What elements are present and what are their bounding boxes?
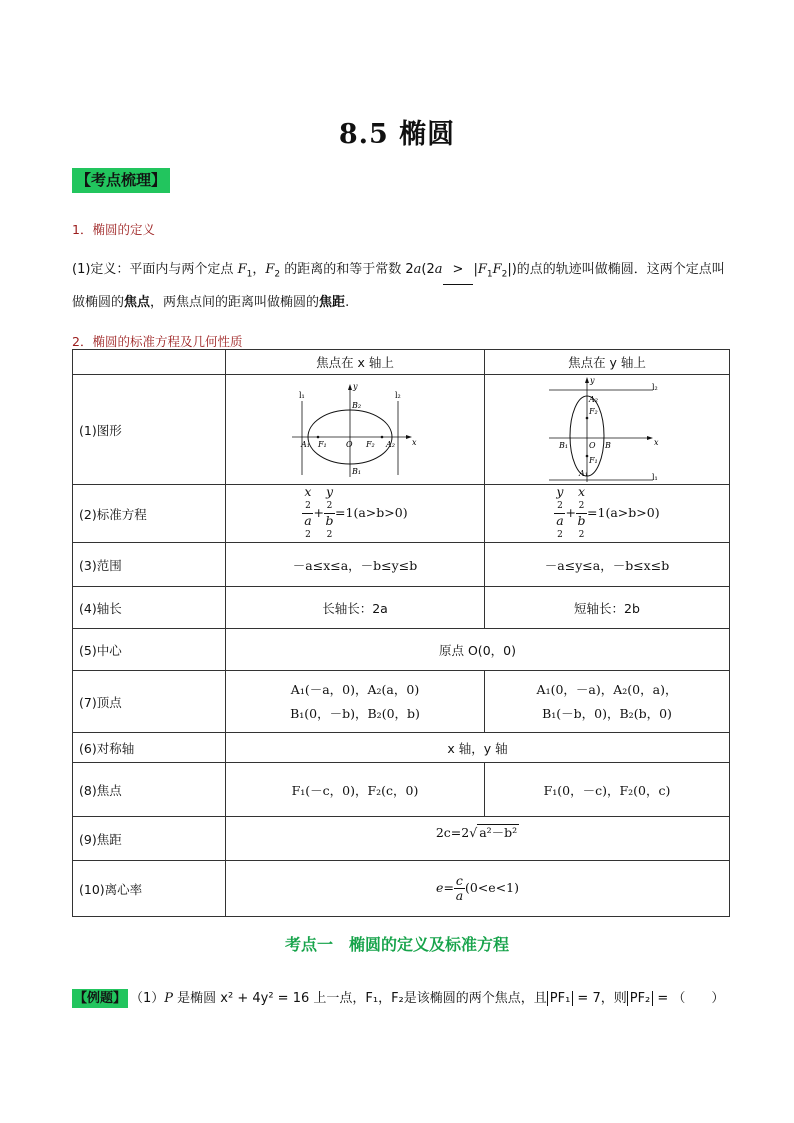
- label-A2: A₂: [589, 394, 598, 404]
- axis-x: 长轴长：2a: [226, 587, 485, 629]
- label-F2: F₂: [589, 406, 598, 416]
- symmetry-value: x 轴，y 轴: [226, 733, 730, 763]
- row-label-graph: (1)图形: [73, 375, 226, 485]
- label-A1: A₁: [301, 439, 310, 449]
- row-label-axis: (4)轴长: [73, 587, 226, 629]
- label-B1: B₁: [352, 466, 362, 476]
- row-label-symmetry: (6)对称轴: [73, 733, 226, 763]
- section-2-heading: 2．椭圆的标准方程及几何性质: [72, 334, 243, 349]
- col-y-axis-header: 焦点在 y 轴上: [485, 350, 730, 375]
- example-question: 【例题】 （1）P 是椭圆 x² + 4y² = 16 上一点，F₁，F₂是该椭圆的两个焦点，且 PF₁ = 7，则 PF₂ = （ ）: [74, 991, 725, 1006]
- label-l1: l₁: [299, 390, 305, 400]
- label-A1: A₁: [579, 468, 588, 478]
- focal-distance-value: 2c=2√ a²－b²: [226, 817, 730, 861]
- row-label-eccentricity: (10)离心率: [73, 861, 226, 917]
- vertex-y: A₁(0，－a)，A₂(0，a)， B₁(－b，0)，B₂(b，0): [485, 671, 730, 733]
- row-label-vertex: (7)顶点: [73, 671, 226, 733]
- section-1-heading: 1．椭圆的定义: [72, 222, 155, 237]
- topic-heading: 考点一 椭圆的定义及标准方程: [284, 935, 509, 954]
- label-l1: l₁: [652, 472, 658, 482]
- row-label-focus: (8)焦点: [73, 763, 226, 817]
- equation-y: y 2 a 2 + x 2 b 2 =1(a>b>0): [485, 485, 730, 543]
- row-label-center: (5)中心: [73, 629, 226, 671]
- eccentricity-value: e= $\frac{c}{a}$ (0<e<1): [226, 861, 730, 917]
- row-label-equation: (2)标准方程: [73, 485, 226, 543]
- col-x-axis-header: 焦点在 x 轴上: [226, 350, 485, 375]
- row-label-range: (3)范围: [73, 543, 226, 587]
- focus-y: F₁(0，－c)，F₂(0，c): [485, 763, 730, 817]
- ellipse-y-diagram: [547, 376, 667, 484]
- label-B: B: [605, 440, 611, 450]
- definition-paragraph: (1)定义：平面内与两个定点 $F_1$，$F_2$ 的距离的和等于常数 $2a(2a > |F_1F_2|)$的点的轨迹叫做椭圆．这两个定点叫做椭圆的焦点，两焦点间的距离叫做椭圆的焦距.: [72, 256, 732, 317]
- label-O: O: [346, 439, 353, 449]
- table-corner: [73, 350, 226, 375]
- page-title: 8.5 椭圆: [338, 119, 456, 150]
- vertex-x: A₁(－a，0)，A₂(a，0) B₁(0，－b)，B₂(0，b): [226, 671, 485, 733]
- ellipse-x-diagram: [290, 381, 420, 479]
- keyword-focal-distance: 焦距: [319, 294, 346, 310]
- label-B1: B₁: [559, 440, 569, 450]
- label-F1: F₁: [589, 455, 598, 465]
- example-tag: 【例题】: [74, 991, 127, 1006]
- section-tag: 【考点梳理】: [72, 168, 170, 193]
- graph-y-cell: [485, 375, 730, 485]
- label-l2: l₂: [652, 382, 658, 392]
- axis-y: 短轴长：2b: [485, 587, 730, 629]
- label-A2: A₂: [386, 439, 395, 449]
- label-x: x: [654, 437, 659, 447]
- keyword-focus: 焦点: [124, 294, 151, 310]
- label-x: x: [412, 437, 417, 447]
- equation-x: x 2 a 2 + y 2 b 2 =1(a>b>0): [226, 485, 485, 543]
- ellipse-properties-table: [72, 349, 730, 917]
- graph-x-cell: [226, 375, 485, 485]
- label-F1: F₁: [318, 439, 327, 449]
- label-l2: l₂: [395, 390, 401, 400]
- answer-blank: >: [443, 256, 474, 285]
- row-label-focal-distance: (9)焦距: [73, 817, 226, 861]
- label-y: y: [353, 381, 358, 391]
- label-F2: F₂: [366, 439, 375, 449]
- label-y: y: [590, 375, 595, 385]
- label-B2: B₂: [352, 400, 362, 410]
- center-value: 原点 O(0，0): [226, 629, 730, 671]
- label-O: O: [589, 440, 596, 450]
- focus-x: F₁(－c，0)，F₂(c，0): [226, 763, 485, 817]
- range-x: －a≤x≤a，－b≤y≤b: [226, 543, 485, 587]
- range-y: －a≤y≤a，－b≤x≤b: [485, 543, 730, 587]
